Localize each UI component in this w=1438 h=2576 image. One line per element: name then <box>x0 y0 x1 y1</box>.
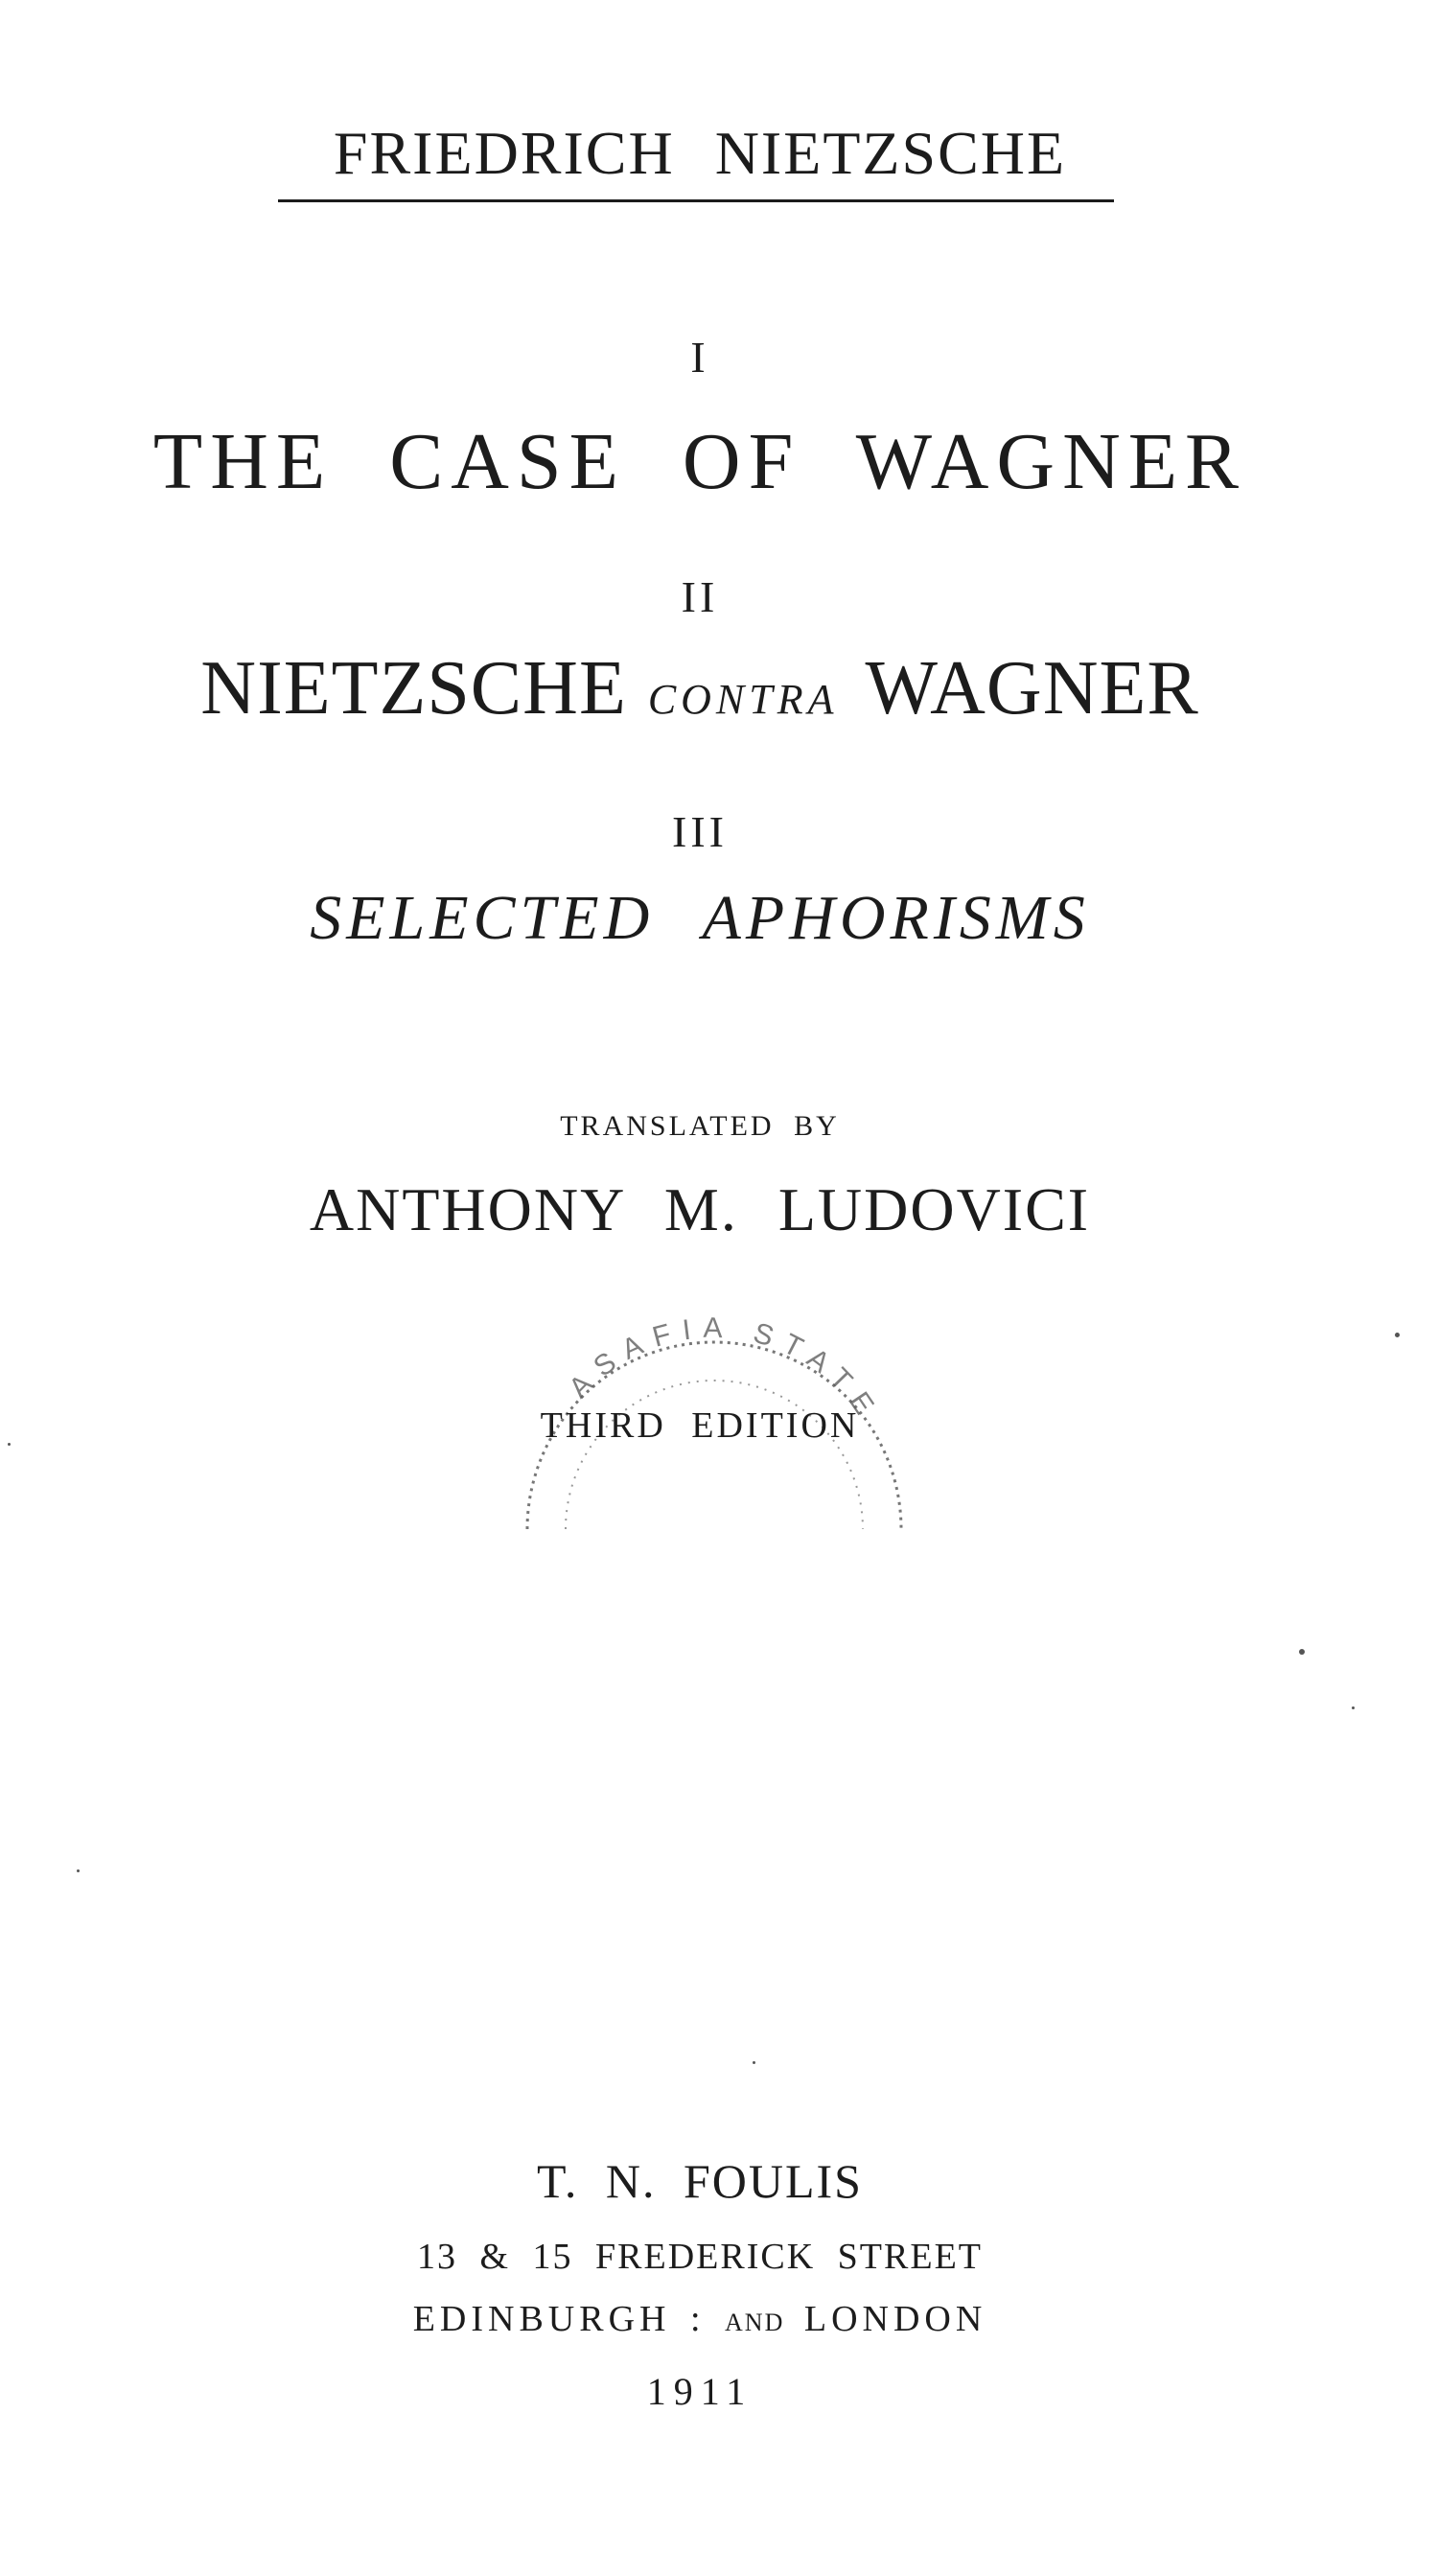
part-2-title-contra: CONTRA <box>647 676 839 723</box>
ink-speck <box>77 1869 80 1872</box>
translated-by-label: TRANSLATED BY <box>560 1110 840 1142</box>
author-name: FRIEDRICH NIETZSCHE <box>333 119 1067 187</box>
author-underline <box>278 199 1114 202</box>
part-1-numeral: I <box>690 333 709 382</box>
part-2-numeral: II <box>681 572 719 621</box>
part-2-title-end: WAGNER <box>865 646 1199 731</box>
stamp-text: ASAFIA STATE <box>563 1311 887 1430</box>
part-1-title: THE CASE OF WAGNER <box>152 417 1247 506</box>
publisher-name: T. N. FOULIS <box>537 2154 863 2208</box>
city-start: EDINBURGH : <box>412 2299 706 2339</box>
part-3-title: SELECTED APHORISMS <box>310 883 1090 953</box>
translator-name: ANTHONY M. LUDOVICI <box>309 1175 1091 1243</box>
part-2-title <box>0 646 1400 731</box>
part-3-numeral: III <box>672 807 728 856</box>
publisher-address: 13 & 15 FREDERICK STREET <box>416 2237 984 2277</box>
ink-speck <box>1352 1706 1355 1709</box>
ink-speck <box>1395 1333 1400 1337</box>
ink-speck <box>8 1443 11 1446</box>
city-end: LONDON <box>803 2299 987 2339</box>
publication-year: 1911 <box>646 2370 754 2413</box>
publisher-city <box>0 2301 1400 2337</box>
ink-speck <box>753 2061 755 2064</box>
library-stamp <box>499 1251 930 1548</box>
city-and: AND <box>725 2309 785 2336</box>
edition: THIRD EDITION <box>540 1405 860 1446</box>
ink-speck <box>1299 1649 1305 1655</box>
part-2-title-start: NIETZSCHE <box>200 646 627 731</box>
